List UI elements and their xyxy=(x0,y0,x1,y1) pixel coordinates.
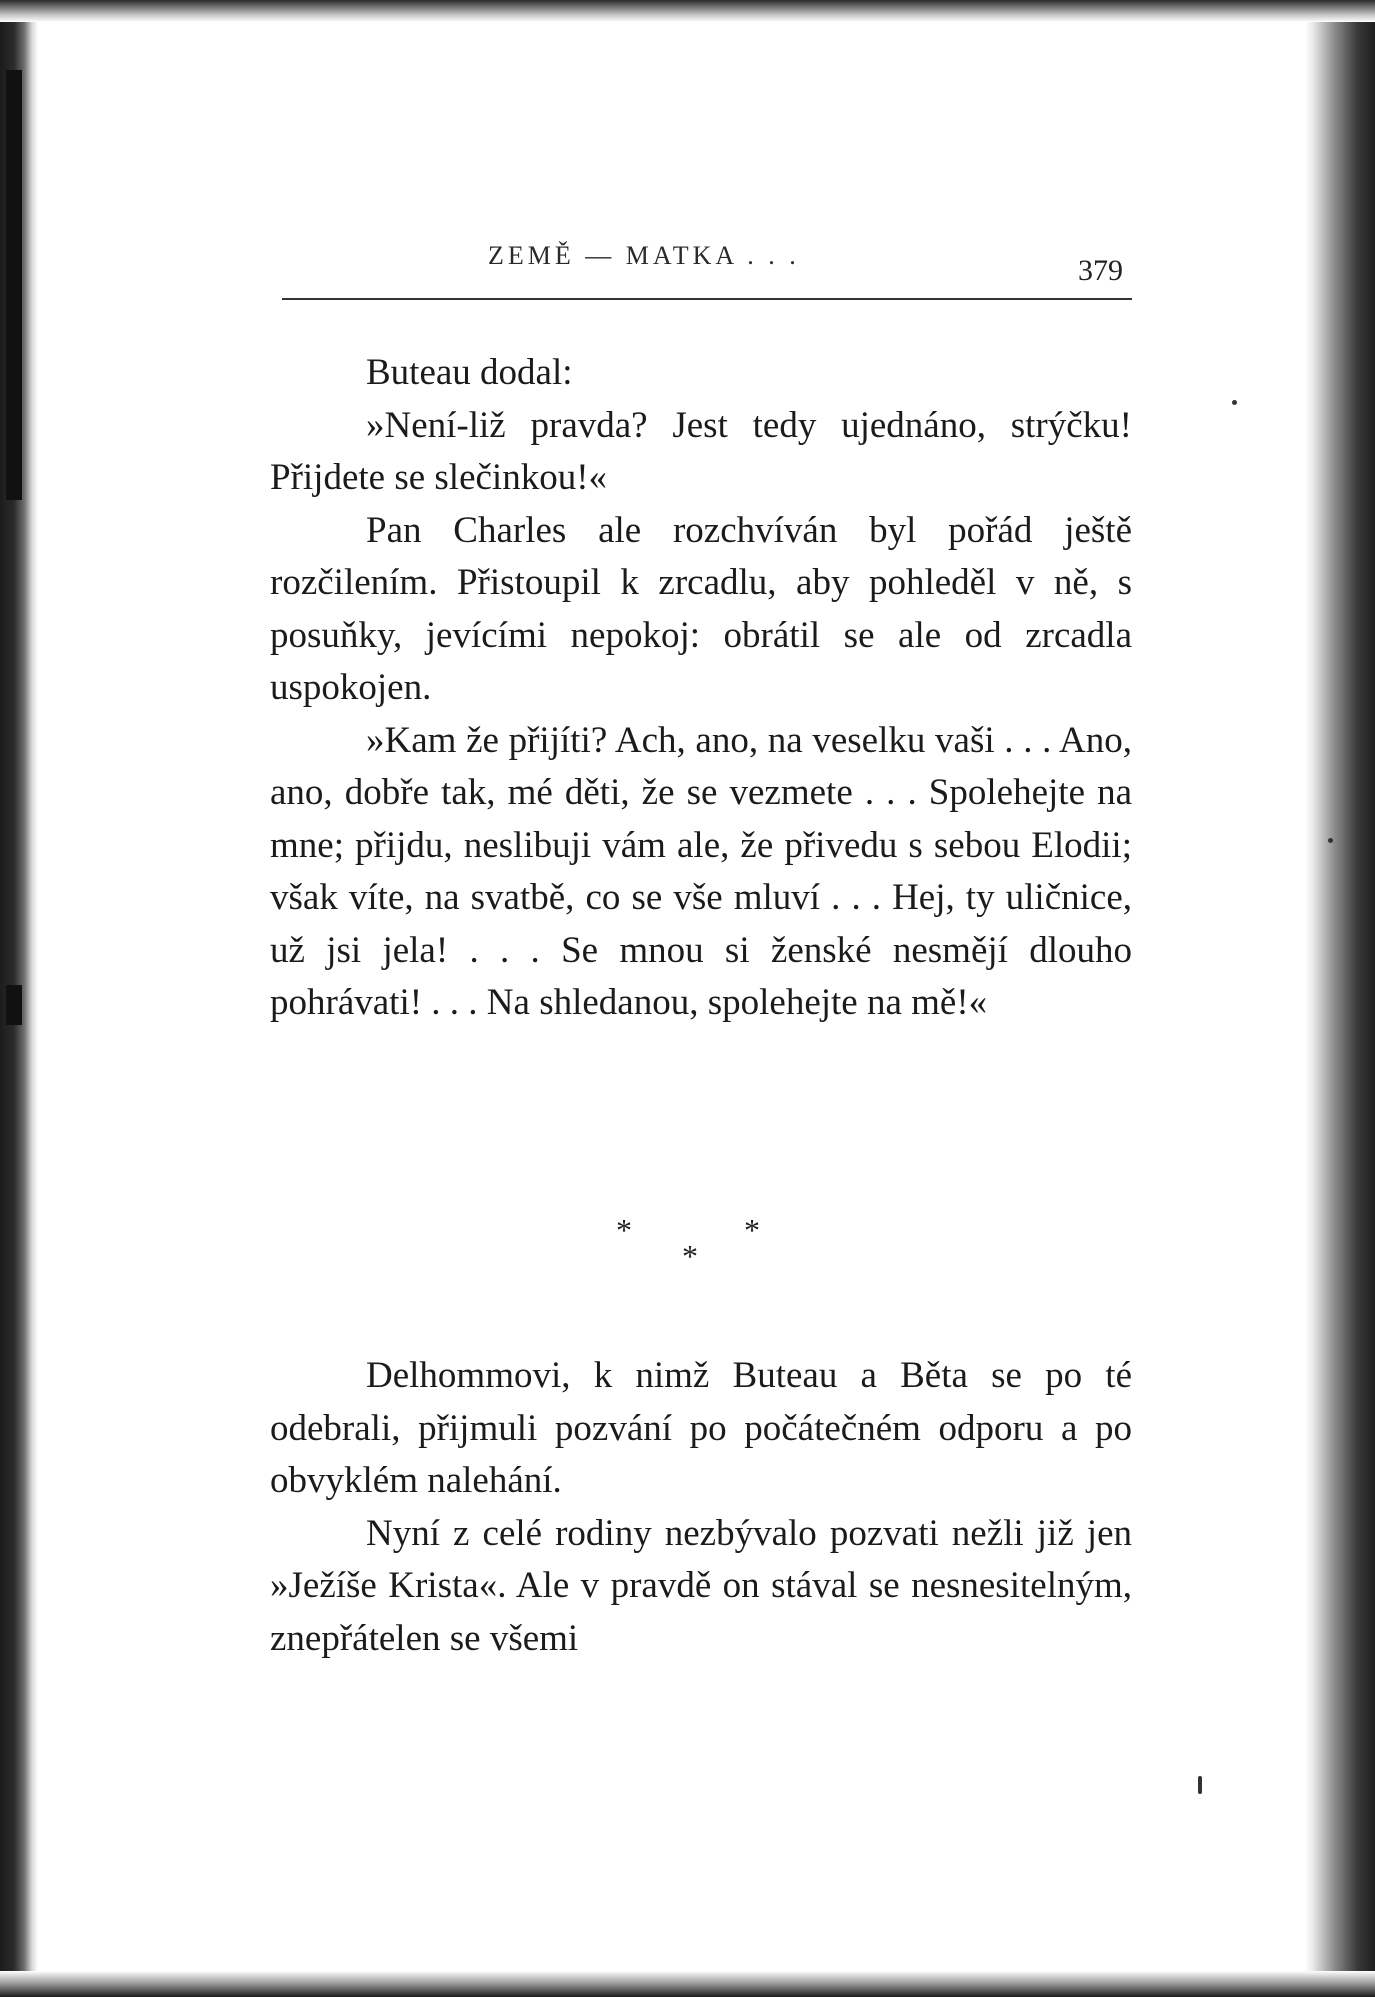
page-number: 379 xyxy=(1078,254,1123,287)
asterisk: * xyxy=(744,1212,760,1248)
paragraph: »Není-liž pravda? Jest tedy ujednáno, strýčku! Přijdete se slečinkou!« xyxy=(270,404,1132,498)
paragraph: »Kam že přijíti? Ach, ano, na veselku vaši . . . Ano, ano, dobře tak, mé děti, že se vezmete . . . Spolehejte na mne; přijdu, neslibuji vám ale, že přivedu s sebou Elodii; však víte, na svatbě, co se vše mluví . . . Hej, ty uličnice, už jsi jela! . . . Se mnou si ženské nesmějí dlouho pohrávati! . . . Na shledanou, spolehejte na mě!« xyxy=(270,719,1132,1023)
section-break-asterism xyxy=(600,1212,780,1292)
header-rule xyxy=(282,298,1132,300)
scan-edge-right xyxy=(1305,0,1375,1997)
scan-speck xyxy=(1232,400,1237,405)
text-section-one xyxy=(270,347,1132,1030)
binding-mark xyxy=(6,70,22,500)
scan-speck xyxy=(1198,1776,1202,1794)
text-section-two xyxy=(270,1350,1132,1665)
binding-mark xyxy=(6,985,22,1025)
asterisk: * xyxy=(616,1212,632,1248)
paragraph: Delhommovi, k nimž Buteau a Běta se po té odebrali, přijmuli pozvání po počátečném odporu a po obvyklém nalehání. xyxy=(270,1355,1132,1501)
running-head: ZEMĚ — MATKA . . . xyxy=(488,241,800,270)
paragraph: Buteau dodal: xyxy=(366,352,573,393)
paragraph: Pan Charles ale rozchvíván byl pořád ještě rozčilením. Přistoupil k zrcadlu, aby pohleděl v ně, s posuňky, jevícími nepokoj: obrátil se ale od zrcadla uspokojen. xyxy=(270,509,1132,708)
scan-edge-top xyxy=(0,0,1375,22)
scan-speck xyxy=(1328,838,1333,843)
asterisk: * xyxy=(682,1238,698,1274)
paragraph: Nyní z celé rodiny nezbývalo pozvati nežli již jen »Ježíše Krista«. Ale v pravdě on stával se nesnesitelným, znepřátelen se všemi xyxy=(270,1512,1132,1659)
scan-edge-bottom xyxy=(0,1971,1375,1997)
